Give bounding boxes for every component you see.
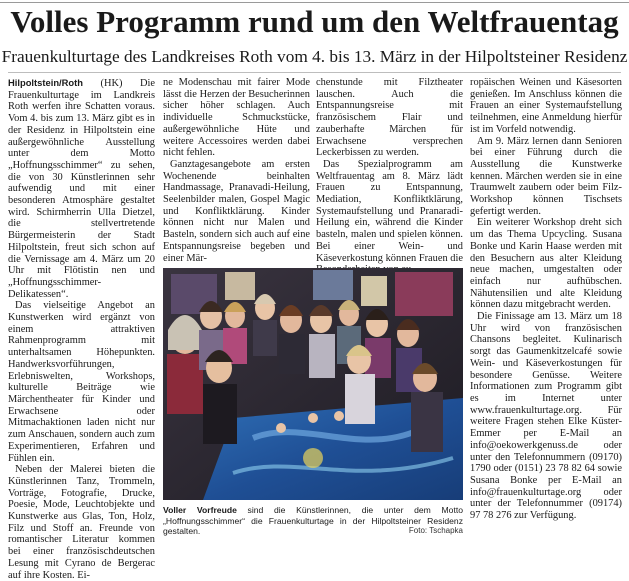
column-3-paragraph-1: chenstunde mit Filztheater lauschen. Auch die Entspannungsreise mit französischem Flair und zauberhafte Märchen für Erwachsene versprechen Leckerbissen zu werden.: [316, 77, 463, 159]
photo-caption: [163, 505, 463, 555]
column-4-paragraph-4: Die Finissage am 13. März um 18 Uhr wird von französischen Chansons begleitet. Kulinarisch sorgt das Gaumenkitzelcafé sowie Wein- und Käseverkostungen für besondere Genüsse. Weitere Informationen zum Programm gibt es im Internet unter www.frauenkulturtage.org. Für weitere Fragen stehen Elke Küster-Emmer per E-Mail an info@oekowerkgenuss.de oder unter den Telefonnummern (09170) 1790 oder (0151) 23 78 82 64 sowie Susana Bonke per E-Mail an info@frauenkulturtage.org oder unter der Telefonnummer (09174) 97 78 276 zur Verfügung.: [470, 311, 622, 522]
group-photo: [163, 268, 463, 500]
column-1-paragraph-2: Das vielseitige Angebot an Kunstwerken wird ergänzt von einem attraktiven Rahmenprogramm mit unterhaltsamen Höhepunkten. Handwerksvorführungen, Erlebniswelten, Workshops, kulturelle Beiträge wie Märchentheater für Kinder und Erwachsene oder Mitmachaktionen laden nicht nur zum Anschauen, sondern auch zum Experimentieren, Erfahren und Fühlen ein.: [8, 300, 155, 464]
article-headline: Volles Programm rund um den Weltfrauentag: [10, 4, 619, 39]
photo-credit: Foto: Tschapka: [408, 526, 463, 535]
column-4-paragraph-3: Ein weiterer Workshop dreht sich um das Thema Upcycling. Susana Bonke und Karin Haase werden mit den Besuchern aus alter Kleidung neue machen, umgestalten oder einfach nur aufhübschen. Nähutensilien und alte Kleidung können dazu mitgebracht werden.: [470, 217, 622, 311]
caption-text: sind die Künstlerinnen, die unter dem Motto „Hoffnungsschimmer“ die Frauenkulturtage in der Hilpoltsteiner Residenz gestalten.: [163, 505, 463, 536]
column-2-paragraph-1: ne Modenschau mit fairer Mode lässt die Herzen der Besucherinnen sicher höher schlagen. Auch individuelle Schmuckstücke, außergewöhnliche Hüte und weitere Accessoires werden dabei nicht fehlen.: [163, 77, 310, 159]
column-4-paragraph-2: Am 9. März lernen dann Senioren bei einer Führung durch die Ausstellung die Kunstwerke kennen. Märchen werden sie in eine Traumwelt zaubern oder beim Filz-Workshop können Tischsets gefertigt werden.: [470, 135, 622, 217]
article-subheadline: Frauenkulturtage des Landkreises Roth vom 4. bis 13. März in der Hilpoltsteiner Residenz: [1, 47, 628, 66]
dateline: Hilpoltstein/Roth: [8, 77, 83, 88]
column-1-paragraph-1: [8, 77, 155, 300]
column-1: [8, 77, 155, 581]
subheadline-rule: [8, 72, 621, 73]
column-1-text-1: (HK) Die Frauenkulturtage im Landkreis Roth werfen ihre Schatten voraus. Vom 4. bis zum 13. März gibt es in der Residenz in Hilpoltstein eine außergewöhnliche Ausstellung unter dem Motto „Hoffnungsschimmer“ zu sehen, die von 30 Künstlerinnen sehr aufwendig und mit einer besonderen Atmosphäre gestaltet wird. Schirmherrin Ulla Dietzel, die stellvertretende Bürgermeisterin der Stadt Hilpoltstein, freut sich schon auf die Vernissage am 4. März um 20 Uhr mit Flötistin nen und „Hoffnungsschimmer-Delikatessen“.: [8, 78, 155, 300]
column-4-paragraph-1: ropäischen Weinen und Käsesorten genießen. Im Anschluss können die Frauen an einer Systemaufstellung teilnehmen, eine Anmeldung hierfür ist im Vorfeld notwendig.: [470, 77, 622, 135]
column-2: [163, 77, 310, 263]
column-3-paragraph-2: Das Spezialprogramm am Weltfrauentag am 8. März lädt Frauen zu Entspannung, Mediation, Konfliktklärung, Systemaufstellung und Pranaradi-Heilung ein, während die Kinder basteln, malen und spielen können. Bei einer Wein- und Käseverkostung können Frauen die: [316, 158, 463, 264]
caption-lead: Voller Vorfreude: [163, 505, 237, 515]
column-1-paragraph-3: Neben der Malerei bieten die Künstlerinnen Tanz, Trommeln, Vorträge, Fotografie, Drucke, Poesie, Mode, Leuchtobjekte und Kunstwerke aus Glas, Ton, Holz, Filz und Stoff an. Freunde von romantischer Literatur kommen bei einer französischdeutschen Lesung mit Cyrano de Bergerac auf ihre Kosten. Ei-: [8, 464, 155, 581]
column-2-paragraph-2: Ganztagesangebote am ersten Wochenende beinhalten Handmassage, Pranavadi-Heilung, Seelenbilder malen, Gospel Magic und Konfliktklärung. Kinder können nicht nur Malen und Basteln, sondern sich auch auf eine Entspannungsreise begeben und einer Mär-: [163, 158, 310, 264]
top-rule: [0, 2, 629, 3]
column-3: [316, 77, 463, 263]
group-photo-illustration: [163, 268, 463, 500]
column-4: [470, 77, 622, 555]
